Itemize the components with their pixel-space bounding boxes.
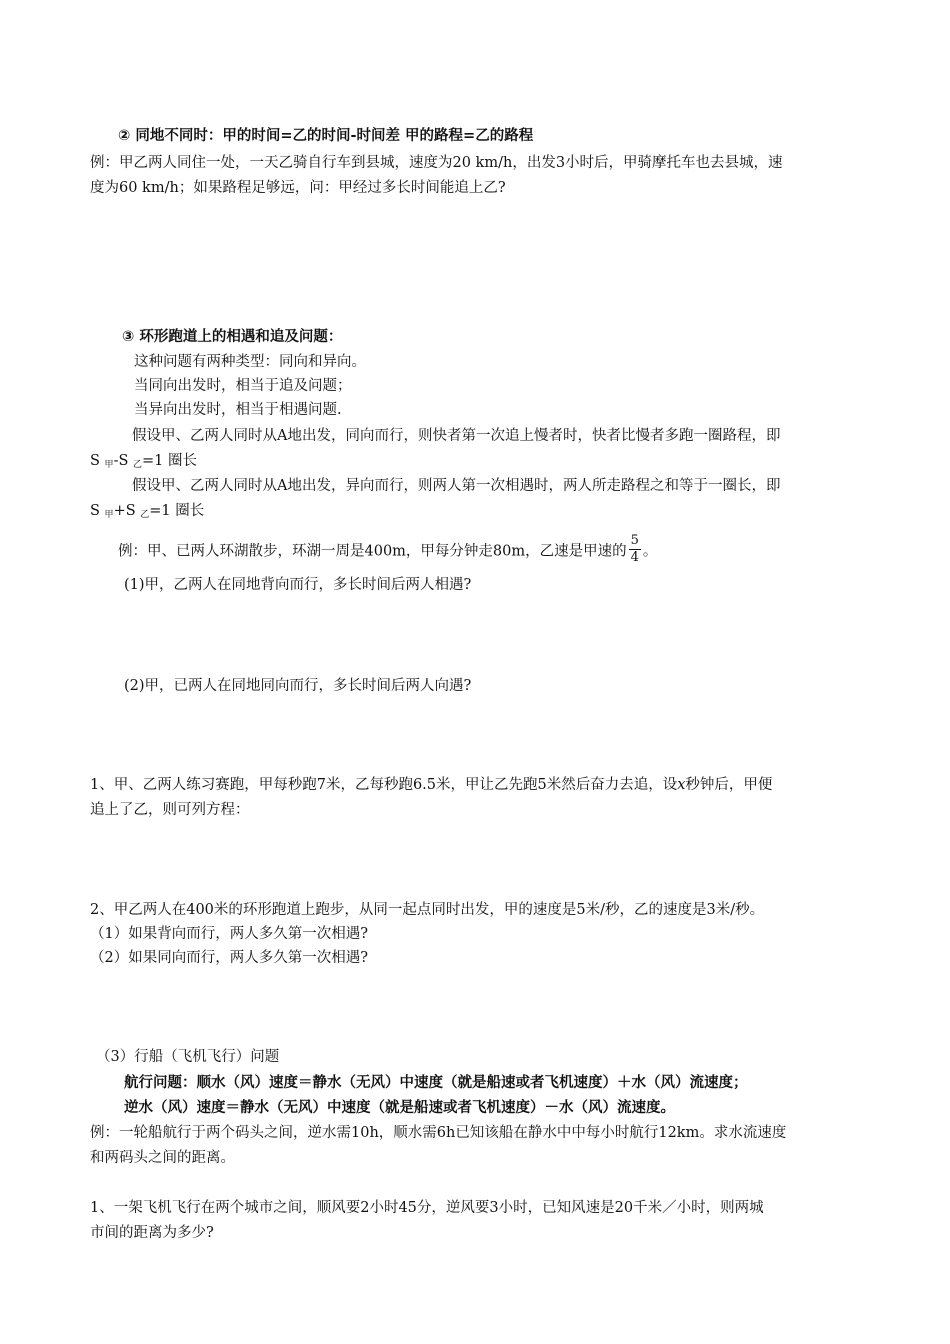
section3-question2: (2)甲，已两人在同地同向而行，多长时间后两人向遇? bbox=[124, 678, 472, 694]
section3-line2: 当同向出发时，相当于追及问题； bbox=[134, 378, 352, 394]
exercise2-line1: 2、甲乙两人在400米的环形跑道上跑步，从同一起点同时出发，甲的速度是5米/秒，乙的速度是3米/秒。 bbox=[90, 902, 765, 918]
fraction-numerator: 5 bbox=[630, 533, 639, 548]
formula-sub-jia: 甲 bbox=[104, 460, 114, 470]
exercise1-line2: 追上了乙，则可列方程： bbox=[90, 802, 250, 818]
formula-s: S bbox=[90, 453, 105, 469]
exercise2-question1: （1）如果背向而行，两人多久第一次相遇? bbox=[90, 926, 368, 942]
section3-line1: 这种问题有两种类型：同向和异向。 bbox=[134, 354, 366, 370]
formula-sub-jia: 甲 bbox=[104, 510, 114, 520]
section3-example bbox=[118, 535, 888, 568]
example-end: 。 bbox=[642, 543, 658, 560]
formula-minus-s: -S bbox=[113, 453, 134, 469]
example-text: 例：甲、已两人环湖散步，环湖一周是400m，甲每分钟走80m，乙速是甲速的 bbox=[118, 543, 627, 560]
formula-sub-yi: 乙 bbox=[140, 510, 150, 520]
section3-line7 bbox=[90, 499, 860, 527]
section3-question1: (1)甲，乙两人在同地背向而行，多长时间后两人相遇? bbox=[124, 577, 472, 593]
exercise1-text-b: 秒钟后，甲便 bbox=[685, 777, 773, 793]
section3-heading: ③ 环形跑道上的相遇和追及问题： bbox=[122, 329, 343, 345]
boat-example-line1: 例：一轮船航行于两个码头之间，逆水需10h，顺水需6h已知该船在静水中中每小时航行12km。求水流速度 bbox=[90, 1125, 787, 1141]
formula-sub-yi: 乙 bbox=[133, 460, 143, 470]
exercise2-question2: （2）如果同向而行，两人多久第一次相遇? bbox=[90, 950, 368, 966]
exercise1-line1 bbox=[90, 773, 860, 797]
boat-section-title: （3）行船（飞机飞行）问题 bbox=[96, 1049, 280, 1065]
section2-heading: ② 同地不同时：甲的时间=乙的时间-时间差 甲的路程=乙的路程 bbox=[118, 128, 534, 144]
exercise1-variable: x bbox=[677, 777, 686, 793]
exercise1-text-a: 1、甲、乙两人练习赛跑，甲每秒跑7米，乙每秒跑6.5米，甲让乙先跑5米然后奋力去追，设 bbox=[90, 777, 678, 793]
section2-example-line1: 例：甲乙两人同住一处，一天乙骑自行车到县城，速度为20 km/h，出发3小时后，甲骑摩托车也去县城，速 bbox=[90, 155, 783, 171]
section3-line6: 假设甲、乙两人同时从A地出发，异向而行，则两人第一次相遇时，两人所走路程之和等于一圈长，即 bbox=[132, 478, 781, 494]
boat-rule1: 航行问题：顺水（风）速度＝静水（无风）中速度（就是船速或者飞机速度）＋水（风）流速度； bbox=[124, 1075, 748, 1091]
section3-line3: 当异向出发时，相当于相遇问题. bbox=[134, 402, 342, 418]
formula-plus-s: +S bbox=[113, 503, 141, 519]
fraction bbox=[629, 533, 641, 566]
boat-example-line2: 和两码头之间的距离。 bbox=[90, 1150, 235, 1166]
formula-end: =1 圈长 bbox=[142, 453, 198, 469]
boat-exercise1-line1: 1、一架飞机飞行在两个城市之间，顺风要2小时45分，逆风要3小时，已知风速是20千米／小时，则两城 bbox=[90, 1200, 764, 1216]
section3-line5 bbox=[90, 449, 860, 477]
formula-s: S bbox=[90, 503, 105, 519]
section2-example-line2: 度为60 km/h；如果路程足够远，问：甲经过多长时间能追上乙? bbox=[90, 180, 506, 196]
fraction-denominator: 4 bbox=[630, 550, 639, 565]
formula-end: =1 圈长 bbox=[149, 503, 205, 519]
section3-line4: 假设甲、乙两人同时从A地出发，同向而行，则快者第一次追上慢者时，快者比慢者多跑一圈路程，即 bbox=[132, 428, 781, 444]
boat-rule2: 逆水（风）速度＝静水（无风）中速度（就是船速或者飞机速度）－水（风）流速度。 bbox=[124, 1100, 675, 1116]
boat-exercise1-line2: 市间的距离为多少? bbox=[90, 1225, 214, 1241]
